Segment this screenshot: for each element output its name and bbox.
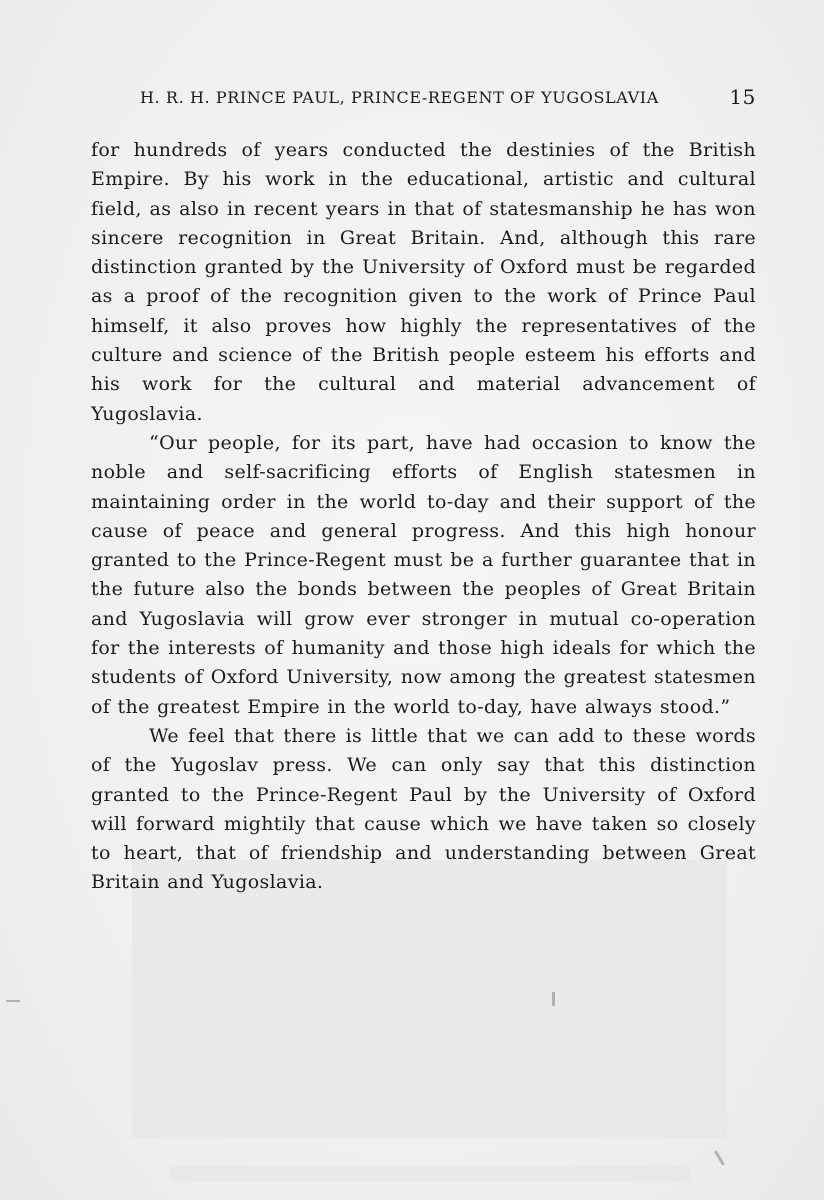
page-number: 15 (729, 85, 756, 109)
print-speck (552, 992, 555, 1006)
bleed-through-image (132, 860, 727, 1138)
body-text (91, 136, 756, 898)
paragraph-2: “Our people, for its part, have had occasion to know the noble and self-sacrificing efforts of English statesmen in maintaining order in the world to-day and their support of the cause of peace and general progress. And this high honour granted to the Prince-Regent must be a further guarantee that in the future also the bonds between the peoples of Great Britain and Yugoslavia will grow ever stronger in mutual co-operation for the interests of humanity and those high ideals for which the students of Oxford University, now among the greatest statesmen of the greatest Empire in the world to-day, have always stood.” (91, 431, 756, 718)
running-header (140, 84, 756, 114)
paragraph-3: We feel that there is little that we can add to these words of the Yugoslav press. We can only say that this distinction granted to the Prince-Regent Paul by the University of Oxford will forward mightily that cause which we have taken so closely to heart, that of friendship and understanding between Great Britain and Yugoslavia. (91, 724, 756, 894)
running-title: H. R. H. PRINCE PAUL, PRINCE-REGENT OF YUGOSLAVIA (140, 88, 659, 107)
print-speck (714, 1150, 725, 1165)
print-speck (6, 1000, 20, 1002)
bleed-through-caption (170, 1166, 690, 1182)
paragraph-1: for hundreds of years conducted the destinies of the British Empire. By his work in the educational, artistic and cultural field, as also in recent years in that of statesmanship he has won sincere recognition in Great Britain. And, although this rare distinction granted by the University of Oxford must be regarded as a proof of the recognition given to the work of Prince Paul himself, it also proves how highly the representatives of the culture and science of the British people esteem his efforts and his work for the cultural and material advancement of Yugoslavia. (91, 139, 756, 425)
